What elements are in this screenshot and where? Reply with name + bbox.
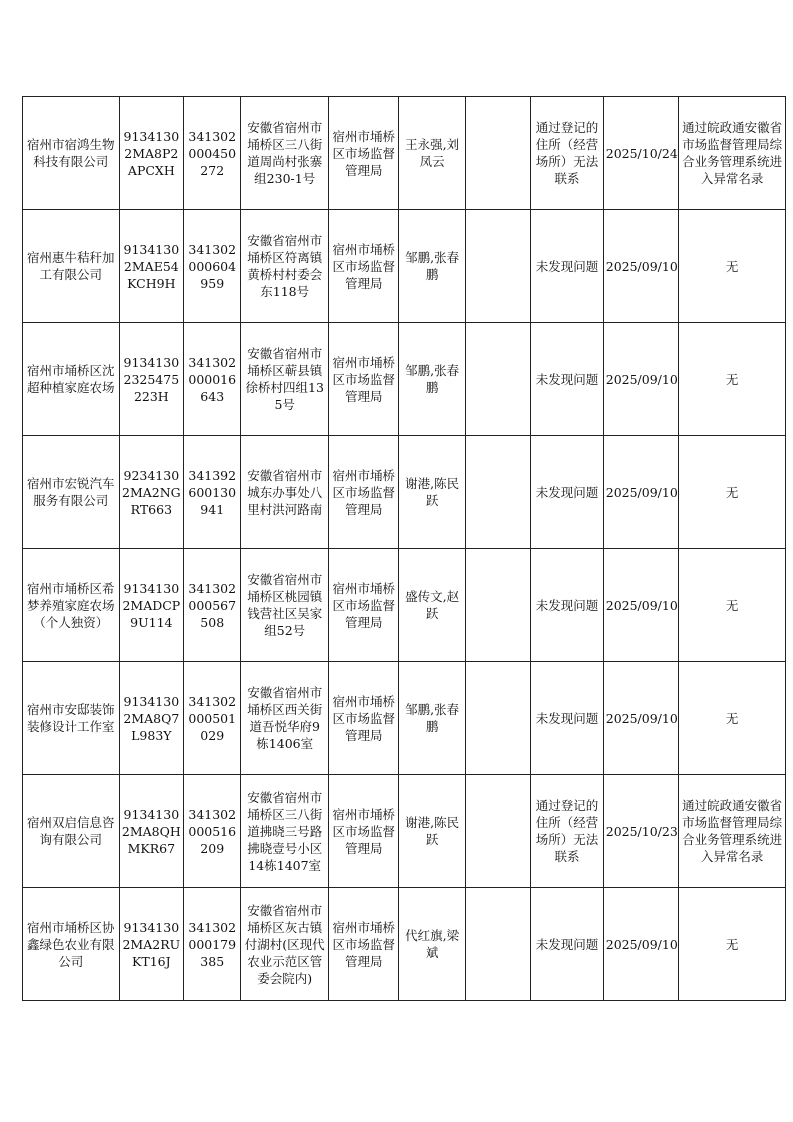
registration-number-text: 341302000567508 [188,580,237,630]
action-cell [679,549,786,662]
date-text: 2025/09/10 [605,371,678,387]
credit-code-cell [119,436,183,549]
company-name-text: 宿州市埇桥区沈超种植家庭农场 [27,363,115,395]
inspectors-text: 邹鹏,张春鹏 [405,702,460,734]
result-text: 通过登记的住所（经营场所）无法联系 [535,798,599,864]
date-cell [603,210,678,323]
registration-number-text: 341302000516209 [188,806,237,856]
company-name-text: 宿州市安邸装饰装修设计工作室 [27,702,115,734]
inspectors-cell [399,97,465,210]
action-text: 无 [725,258,739,274]
date-cell [603,549,678,662]
result-cell [531,436,603,549]
authority-text: 宿州市埇桥区市场监督管理局 [332,128,395,178]
registration-number-text: 341302000179385 [188,919,237,969]
blank-cell [465,210,530,323]
address-text: 安徽省宿州市埇桥区西关街道吾悦华府9栋1406室 [247,685,323,751]
action-text: 无 [725,371,739,387]
date-text: 2025/09/10 [605,597,678,613]
address-text: 安徽省宿州市埇桥区蕲县镇徐桥村四组135号 [245,346,324,412]
credit-code-cell [119,888,183,1001]
date-cell [603,888,678,1001]
table-row [23,323,786,436]
result-text: 未发现问题 [535,710,599,726]
result-text: 未发现问题 [535,258,599,274]
company-name-text: 宿州市埇桥区希梦养殖家庭农场（个人独资） [27,580,115,630]
result-cell [531,662,603,775]
result-cell [531,549,603,662]
authority-cell [328,775,398,888]
registration-number-text: 341302000604959 [188,241,237,291]
authority-text: 宿州市埇桥区市场监督管理局 [332,919,395,969]
registration-number-text: 341302000501029 [188,693,237,743]
credit-code-cell [119,662,183,775]
authority-text: 宿州市埇桥区市场监督管理局 [332,241,395,291]
address-text: 安徽省宿州市埇桥区三八街道周尚村张寨组230-1号 [247,120,323,186]
table-row [23,775,786,888]
result-cell [531,888,603,1001]
action-cell [679,662,786,775]
credit-code-text: 91341302MA8Q7L983Y [123,693,180,743]
result-text: 未发现问题 [535,936,599,952]
result-cell [531,210,603,323]
credit-code-cell [119,323,183,436]
company-name-text: 宿州惠牛秸秆加工有限公司 [27,250,115,282]
action-cell [679,436,786,549]
action-text: 无 [725,597,739,613]
address-text: 安徽省宿州市城东办事处八里村洪河路南 [247,467,323,517]
address-text: 安徽省宿州市埇桥区符离镇黄桥村村委会东118号 [247,233,323,299]
address-text: 安徽省宿州市埇桥区灰古镇付湖村(区现代农业示范区管委会院内) [244,902,325,986]
action-cell [679,97,786,210]
registration-number-cell [184,549,241,662]
action-cell [679,323,786,436]
company-name-cell [23,775,120,888]
inspectors-cell [399,549,465,662]
action-text: 无 [725,484,739,500]
authority-text: 宿州市埇桥区市场监督管理局 [332,467,395,517]
date-cell [603,323,678,436]
date-text: 2025/10/23 [605,823,678,839]
credit-code-cell [119,97,183,210]
action-text: 通过皖政通安徽省市场监督管理局综合业务管理系统进入异常名录 [682,120,783,186]
result-text: 未发现问题 [535,484,599,500]
company-name-text: 宿州市宿鸿生物科技有限公司 [27,137,115,169]
table-row [23,436,786,549]
action-cell [679,775,786,888]
company-name-text: 宿州市埇桥区协鑫绿色农业有限公司 [27,919,115,969]
result-text: 通过登记的住所（经营场所）无法联系 [535,120,599,186]
result-cell [531,775,603,888]
date-text: 2025/09/10 [605,258,678,274]
credit-code-text: 91341302MADCP9U114 [122,580,181,630]
authority-text: 宿州市埇桥区市场监督管理局 [332,806,395,856]
registration-number-text: 341302000016643 [188,354,237,404]
date-cell [603,775,678,888]
authority-cell [328,436,398,549]
table-row [23,210,786,323]
registration-number-cell [184,210,241,323]
company-name-text: 宿州市宏锐汽车服务有限公司 [27,476,115,508]
blank-cell [465,775,530,888]
date-cell [603,97,678,210]
address-text: 安徽省宿州市埇桥区桃园镇钱营社区吴家组52号 [247,572,323,638]
result-text: 未发现问题 [535,371,599,387]
blank-cell [465,323,530,436]
action-cell [679,210,786,323]
company-name-cell [23,323,120,436]
registration-number-cell [184,436,241,549]
company-name-cell [23,662,120,775]
inspectors-cell [399,888,465,1001]
registration-number-text: 341302000450272 [188,128,237,178]
inspectors-text: 邹鹏,张春鹏 [405,363,460,395]
inspectors-text: 谢港,陈民跃 [405,815,460,847]
inspectors-text: 代红旗,梁斌 [405,928,460,960]
blank-cell [465,97,530,210]
company-name-cell [23,210,120,323]
table-row [23,97,786,210]
blank-cell [465,436,530,549]
credit-code-text: 91341302325475223H [123,354,180,404]
date-cell [603,436,678,549]
address-cell [241,888,329,1001]
inspectors-text: 邹鹏,张春鹏 [405,250,460,282]
action-text: 无 [725,936,739,952]
registration-number-cell [184,775,241,888]
table-row [23,888,786,1001]
date-cell [603,662,678,775]
company-name-cell [23,436,120,549]
result-text: 未发现问题 [535,597,599,613]
inspectors-text: 盛传文,赵跃 [405,589,460,621]
credit-code-cell [119,210,183,323]
address-cell [241,97,329,210]
authority-cell [328,323,398,436]
credit-code-text: 91341302MA8P2APCXH [123,128,180,178]
credit-code-text: 91341302MAE54KCH9H [123,241,180,291]
inspectors-cell [399,436,465,549]
registration-number-cell [184,662,241,775]
registration-number-cell [184,888,241,1001]
action-cell [679,888,786,1001]
result-cell [531,323,603,436]
authority-cell [328,97,398,210]
credit-code-text: 92341302MA2NGRT663 [122,467,181,517]
action-text: 通过皖政通安徽省市场监督管理局综合业务管理系统进入异常名录 [682,798,783,864]
authority-cell [328,549,398,662]
inspectors-cell [399,775,465,888]
inspectors-cell [399,210,465,323]
address-cell [241,210,329,323]
company-name-cell [23,888,120,1001]
credit-code-cell [119,775,183,888]
inspection-results-table [22,96,786,1001]
registration-number-cell [184,323,241,436]
authority-text: 宿州市埇桥区市场监督管理局 [332,693,395,743]
result-cell [531,97,603,210]
blank-cell [465,662,530,775]
address-cell [241,549,329,662]
address-cell [241,436,329,549]
inspectors-cell [399,323,465,436]
credit-code-text: 91341302MA2RUKT16J [122,919,181,969]
address-text: 安徽省宿州市埇桥区三八街道拂晓三号路拂晓壹号小区14栋1407室 [247,789,323,873]
inspectors-text: 谢港,陈民跃 [405,476,460,508]
blank-cell [465,549,530,662]
address-cell [241,775,329,888]
authority-cell [328,210,398,323]
credit-code-text: 91341302MA8QHMKR67 [121,806,181,856]
authority-text: 宿州市埇桥区市场监督管理局 [332,354,395,404]
registration-number-cell [184,97,241,210]
address-cell [241,323,329,436]
date-text: 2025/09/10 [605,710,678,726]
authority-cell [328,662,398,775]
date-text: 2025/09/10 [605,484,678,500]
date-text: 2025/10/24 [605,145,678,161]
blank-cell [465,888,530,1001]
action-text: 无 [725,710,739,726]
credit-code-cell [119,549,183,662]
inspectors-cell [399,662,465,775]
company-name-cell [23,97,120,210]
authority-text: 宿州市埇桥区市场监督管理局 [332,580,395,630]
company-name-text: 宿州双启信息咨询有限公司 [27,815,115,847]
date-text: 2025/09/10 [605,936,678,952]
address-cell [241,662,329,775]
table-row [23,549,786,662]
authority-cell [328,888,398,1001]
inspectors-text: 王永强,刘凤云 [405,137,460,169]
table-row [23,662,786,775]
company-name-cell [23,549,120,662]
registration-number-text: 341392600130941 [188,467,237,517]
